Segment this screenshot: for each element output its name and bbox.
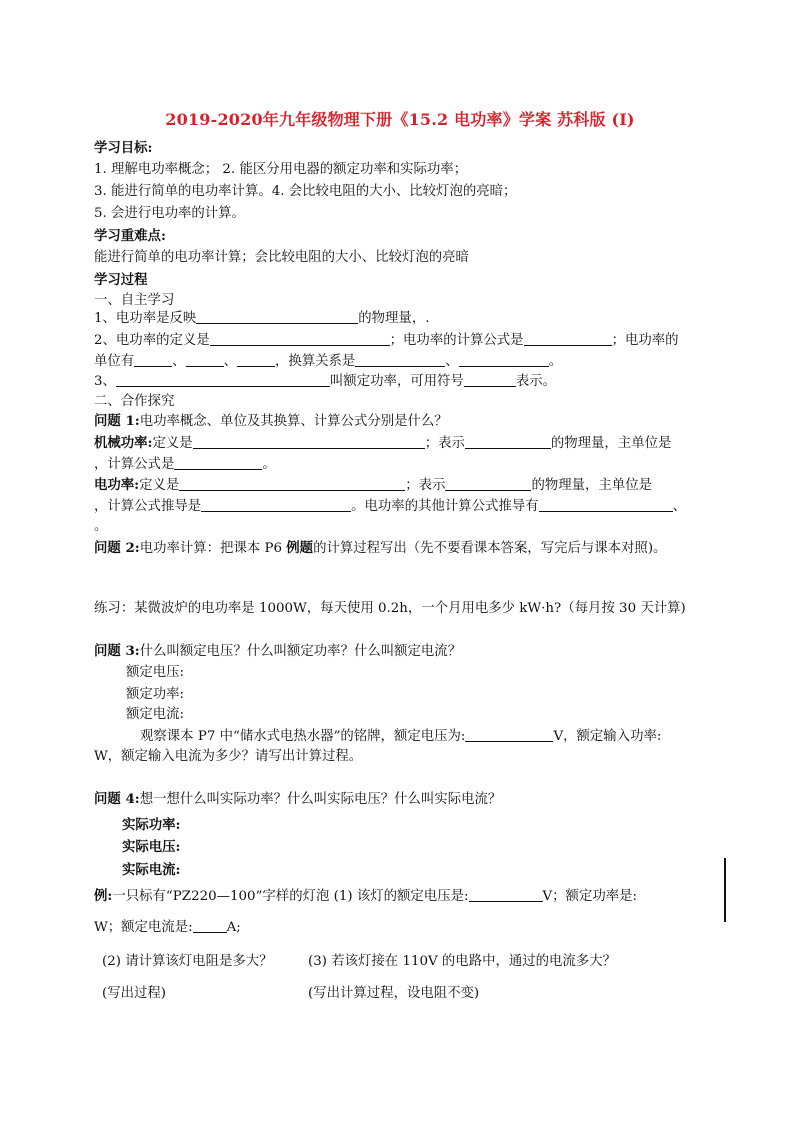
question-1-line [94, 309, 429, 328]
observe-text: 观察课本 P7 中“储水式电热水器”的铭牌，额定电压为: [140, 729, 466, 744]
example-question-2: (2) 请计算该灯电阻是多大？ [102, 954, 273, 969]
question-1-suffix: 的物理量，. [358, 311, 430, 326]
observe-line [140, 727, 661, 746]
answer-blank[interactable] [237, 352, 275, 367]
question-3-line [94, 372, 556, 391]
example-word: 例题 [286, 540, 314, 556]
actual-voltage-label: 实际电压: [122, 839, 181, 855]
formula-prefix: ，计算公式推导是 [94, 499, 202, 514]
example-text: 一只标有“PZ220—100”字样的灯泡 (1) 该灯的额定电压是: [112, 889, 469, 904]
example-question-3: (3) 若该灯接在 110V 的电路中，通过的电流多大？ [308, 954, 616, 969]
question-2-units-line [94, 352, 562, 371]
problem-3-line [94, 642, 461, 661]
unit-prefix: 的物理量，主单位是 [531, 478, 652, 493]
problem-2-text-end: 的计算过程写出（先不要看课本答案，写完后与课本对照)。 [313, 541, 667, 556]
example-text-2: V；额定功率是: [542, 889, 638, 904]
electric-formula-line [94, 497, 686, 516]
margin-line [724, 858, 726, 922]
goals-line-1: 1. 理解电功率概念； 2. 能区分用电器的额定功率和实际功率； [94, 162, 468, 177]
question-2-line [94, 331, 679, 350]
problem-1-label: 问题 1: [94, 413, 140, 429]
goals-line-3: 5. 会进行电功率的计算。 [94, 206, 245, 221]
answer-blank[interactable] [186, 352, 224, 367]
process-heading: 学习过程 [94, 272, 148, 288]
separator: 、 [445, 354, 459, 369]
question-2-mid: ；电功率的计算公式是 [389, 333, 524, 348]
mechanical-formula-line [94, 455, 276, 474]
answer-blank[interactable] [174, 455, 262, 470]
answer-blank[interactable] [469, 887, 543, 902]
answer-blank[interactable] [193, 918, 227, 933]
section-1-heading: 一、自主学习 [94, 293, 175, 308]
goals-heading: 学习目标: [94, 140, 153, 156]
page-title: 2019-2020年九年级物理下册《15.2 电功率》学案 苏科版 (I) [165, 110, 635, 129]
answer-blank[interactable] [210, 331, 390, 346]
answer-blank[interactable] [355, 352, 445, 367]
separator: 、 [223, 354, 237, 369]
answer-blank[interactable] [179, 476, 405, 491]
answer-blank[interactable] [196, 309, 358, 324]
separator: 、 [672, 499, 686, 514]
answer-blank[interactable] [524, 331, 612, 346]
units-prefix: 单位有 [94, 354, 135, 369]
problem-1-line [94, 412, 448, 431]
electric-power-label: 电功率: [94, 477, 140, 493]
answer-blank[interactable] [464, 372, 516, 387]
observe-text-2: V，额定输入功率: [553, 729, 662, 744]
example-text-3: W；额定电流是: [94, 920, 193, 935]
example-note-2: (写出过程) [102, 986, 167, 1001]
other-formulas-prefix: 。电功率的其他计算公式推导有 [351, 499, 539, 514]
period: 。 [262, 457, 276, 472]
problem-2-label: 问题 2: [94, 540, 140, 556]
goals-line-2: 3. 能进行简单的电功率计算。4. 会比较电阻的大小、比较灯泡的亮暗； [94, 184, 517, 199]
example-line [94, 887, 637, 906]
answer-blank[interactable] [459, 352, 549, 367]
question-2-prefix: 2、电功率的定义是 [94, 333, 210, 348]
question-1-prefix: 1、电功率是反映 [94, 311, 197, 326]
conversion-prefix: ，换算关系是 [274, 354, 356, 369]
mechanical-power-line [94, 434, 671, 453]
answer-blank[interactable] [116, 372, 330, 387]
question-3-tail: 表示。 [515, 374, 556, 389]
problem-1-text: 电功率概念、单位及其换算、计算公式分别是什么？ [139, 414, 448, 429]
problem-3-label: 问题 3: [94, 643, 140, 659]
represents-prefix: ；表示 [405, 478, 446, 493]
section-2-heading: 二、合作探究 [94, 394, 175, 409]
answer-blank[interactable] [134, 352, 172, 367]
electric-power-line [94, 476, 652, 495]
example-text-4: A; [226, 920, 241, 935]
actual-power-label: 实际功率: [122, 817, 181, 833]
definition-prefix: 定义是 [152, 436, 193, 451]
question-3-mid: 叫额定功率，可用符号 [329, 374, 464, 389]
formula-prefix: ，计算公式是 [94, 457, 175, 472]
question-3-prefix: 3、 [94, 374, 116, 389]
example-note-3: (写出计算过程，设电阻不变) [308, 986, 480, 1001]
unit-prefix: 的物理量，主单位是 [550, 436, 672, 451]
answer-blank[interactable] [465, 727, 553, 742]
problem-3-text: 什么叫额定电压？什么叫额定功率？什么叫额定电流？ [139, 644, 462, 659]
actual-current-label: 实际电流: [122, 862, 181, 878]
problem-2-line [94, 539, 666, 558]
rated-power-label: 额定功率: [126, 687, 185, 702]
rated-voltage-label: 额定电压: [126, 665, 185, 680]
answer-blank[interactable] [193, 434, 425, 449]
key-points-text: 能进行简单的电功率计算；会比较电阻的大小、比较灯泡的亮暗 [94, 250, 469, 265]
electric-formula-end: 。 [94, 519, 108, 534]
exercise-line: 练习：某微波炉的电功率是 1000W，每天使用 0.2h，一个月用电多少 kW·h?（每月按 30 天计算) [94, 601, 686, 616]
problem-2-text: 电功率计算：把课本 P6 [139, 541, 287, 556]
question-2-tail: ；电功率的 [611, 333, 679, 348]
problem-4-label: 问题 4: [94, 791, 140, 807]
answer-blank[interactable] [465, 434, 551, 449]
definition-prefix: 定义是 [139, 478, 180, 493]
answer-blank[interactable] [539, 497, 673, 512]
example-line-2 [94, 918, 241, 937]
mechanical-power-label: 机械功率: [94, 435, 153, 451]
represents-prefix: ；表示 [424, 436, 465, 451]
answer-blank[interactable] [201, 497, 351, 512]
rated-current-label: 额定电流: [126, 707, 185, 722]
period: 。 [548, 354, 563, 369]
example-label: 例: [94, 888, 113, 904]
problem-4-text: 想一想什么叫实际功率？什么叫实际电压？什么叫实际电流？ [139, 792, 502, 807]
problem-4-line [94, 790, 501, 809]
answer-blank[interactable] [445, 476, 531, 491]
separator: 、 [172, 354, 186, 369]
key-points-heading: 学习重难点: [94, 228, 166, 244]
observe-line-2: W，额定输入电流为多少？请写出计算过程。 [94, 749, 363, 764]
